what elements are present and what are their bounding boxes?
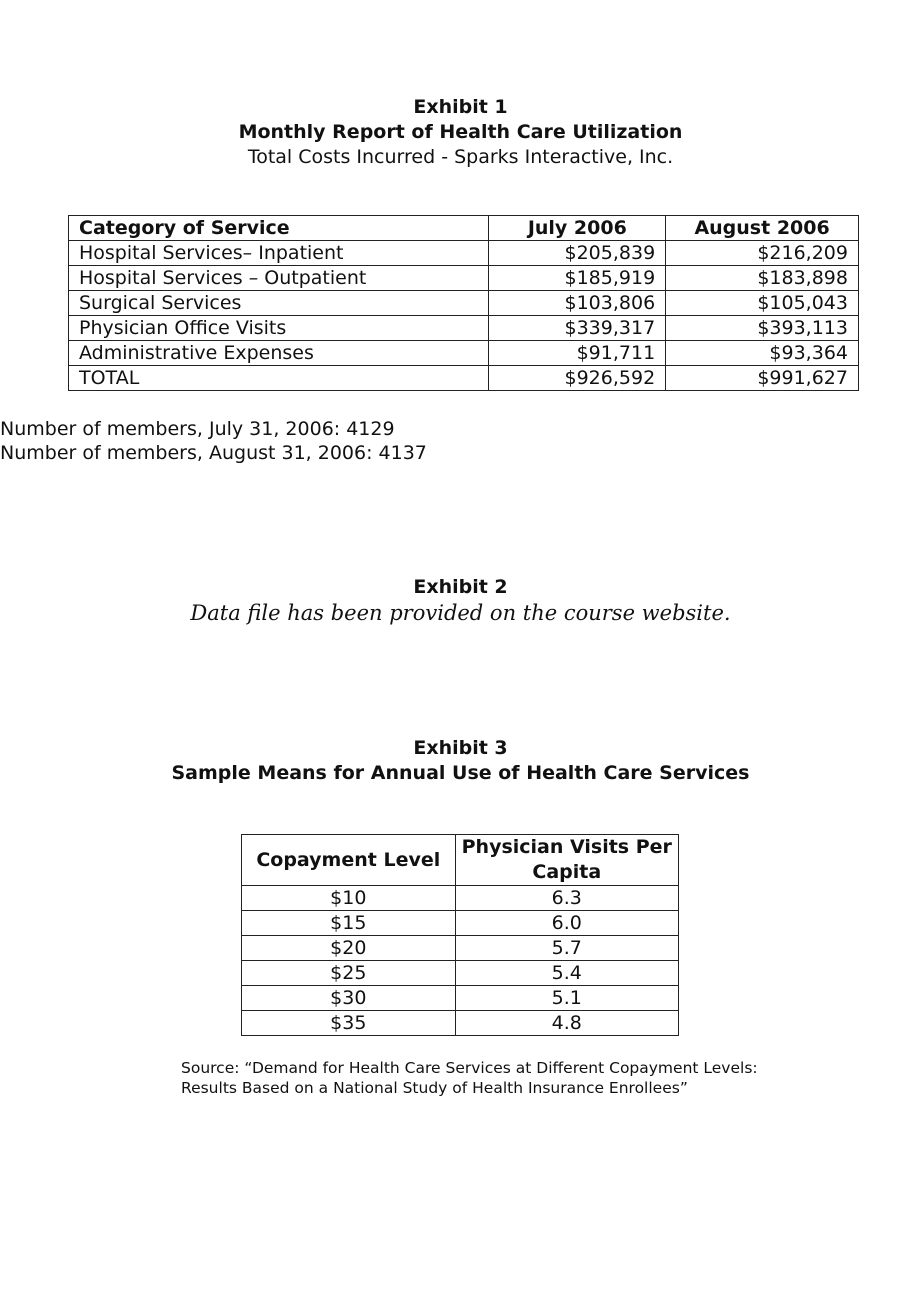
visits-cell: 6.0	[455, 911, 678, 936]
july-total-cell: $926,592	[489, 366, 666, 391]
exhibit3-title: Sample Means for Annual Use of Health Care Services	[171, 762, 750, 784]
exhibit3-label: Exhibit 3	[413, 737, 508, 759]
cost-report-table	[68, 215, 859, 391]
exhibit2-note: Data file has been provided on the course website.	[190, 601, 731, 625]
table-row	[69, 291, 859, 316]
table-row	[69, 341, 859, 366]
exhibit1-label: Exhibit 1	[413, 96, 508, 118]
category-cell: Surgical Services	[69, 291, 489, 316]
exhibit1-title: Monthly Report of Health Care Utilization	[238, 121, 683, 143]
copayment-cell: $10	[242, 886, 456, 911]
july-cost-cell: $185,919	[489, 266, 666, 291]
july-cost-cell: $103,806	[489, 291, 666, 316]
copayment-cell: $30	[242, 986, 456, 1011]
august-cost-cell: $216,209	[666, 241, 859, 266]
copayment-table	[241, 834, 679, 1036]
total-row	[69, 366, 859, 391]
august-total-cell: $991,627	[666, 366, 859, 391]
column-header-category: Category of Service	[69, 216, 489, 241]
column-header-july: July 2006	[489, 216, 666, 241]
members-august-text: Number of members, August 31, 2006: 4137	[0, 442, 427, 464]
source-line-2: Results Based on a National Study of Health Insurance Enrollees”	[181, 1079, 688, 1097]
july-cost-cell: $91,711	[489, 341, 666, 366]
exhibit1-subtitle: Total Costs Incurred - Sparks Interactive, Inc.	[247, 146, 674, 168]
copayment-cell: $35	[242, 1011, 456, 1036]
exhibit2-label: Exhibit 2	[413, 576, 508, 598]
table-row	[69, 241, 859, 266]
august-cost-cell: $393,113	[666, 316, 859, 341]
source-line-1: Source: “Demand for Health Care Services at Different Copayment Levels:	[181, 1059, 758, 1077]
source-citation	[181, 1058, 758, 1098]
july-cost-cell: $339,317	[489, 316, 666, 341]
visits-cell: 6.3	[455, 886, 678, 911]
table-header-row	[242, 835, 679, 886]
copayment-cell: $25	[242, 961, 456, 986]
table-row	[242, 911, 679, 936]
column-header-august: August 2006	[666, 216, 859, 241]
august-cost-cell: $183,898	[666, 266, 859, 291]
category-cell: Physician Office Visits	[69, 316, 489, 341]
august-cost-cell: $105,043	[666, 291, 859, 316]
july-cost-cell: $205,839	[489, 241, 666, 266]
table-row	[242, 886, 679, 911]
visits-cell: 5.7	[455, 936, 678, 961]
table-header-row	[69, 216, 859, 241]
table-row	[242, 1011, 679, 1036]
copayment-cell: $20	[242, 936, 456, 961]
table-row	[242, 961, 679, 986]
visits-cell: 4.8	[455, 1011, 678, 1036]
category-cell: Administrative Expenses	[69, 341, 489, 366]
table-row	[69, 266, 859, 291]
category-cell: Hospital Services – Outpatient	[69, 266, 489, 291]
august-cost-cell: $93,364	[666, 341, 859, 366]
visits-cell: 5.4	[455, 961, 678, 986]
table-row	[242, 986, 679, 1011]
column-header-copayment: Copayment Level	[242, 835, 456, 886]
column-header-visits: Physician Visits Per Capita	[455, 835, 678, 886]
copayment-cell: $15	[242, 911, 456, 936]
table-row	[242, 936, 679, 961]
visits-cell: 5.1	[455, 986, 678, 1011]
table-row	[69, 316, 859, 341]
category-cell: Hospital Services– Inpatient	[69, 241, 489, 266]
total-label-cell: TOTAL	[69, 366, 489, 391]
members-july-text: Number of members, July 31, 2006: 4129	[0, 418, 395, 440]
